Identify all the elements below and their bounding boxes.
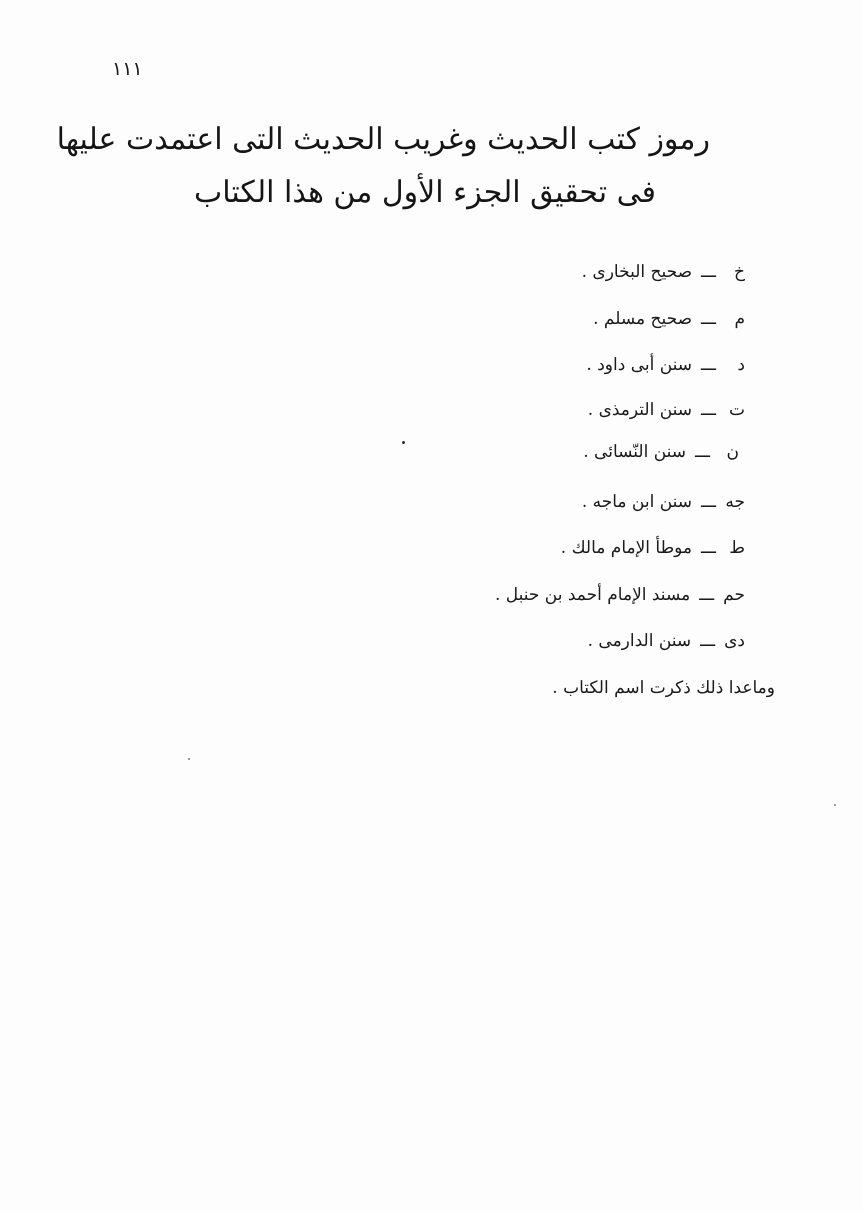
entry-dash: ـــ <box>695 442 710 462</box>
page-number: ١١١ <box>112 58 143 80</box>
closing-note: وماعدا ذلك ذكرت اسم الكتاب . <box>552 678 775 698</box>
entry-book-title: سنن الدارمى . <box>587 631 692 651</box>
entry-dash: ـــ <box>701 262 716 282</box>
entry-abbreviation: ت <box>728 400 745 420</box>
entry-dash: ـــ <box>701 355 716 375</box>
entry-abbreviation: خ <box>734 262 745 282</box>
scan-speck <box>188 758 190 760</box>
abbreviation-entry-nasai <box>583 444 739 461</box>
entry-book-title: سنن ابن ماجه . <box>581 492 693 512</box>
entry-abbreviation: د <box>737 355 745 375</box>
entry-book-title: مسند الإمام أحمد بن حنبل . <box>494 585 691 605</box>
entry-dash: ـــ <box>700 631 716 651</box>
abbreviation-entry-darimi <box>588 633 745 650</box>
scan-speck <box>402 441 405 444</box>
abbreviation-entry-malik <box>561 540 745 557</box>
entry-book-title: صحيح البخارى . <box>581 262 693 282</box>
entry-abbreviation: جه <box>725 492 745 512</box>
scan-speck <box>834 804 836 806</box>
page-title-line-1: رموز كتب الحديث وغريب الحديث التى اعتمدت عليها <box>56 122 710 157</box>
entry-dash: ـــ <box>701 400 716 420</box>
entry-abbreviation: ط <box>729 538 745 558</box>
entry-book-title: صحيح مسلم . <box>593 309 693 329</box>
entry-book-title: سنن أبى داود . <box>586 355 693 375</box>
page-title-line-2: فى تحقيق الجزء الأول من هذا الكتاب <box>193 175 657 210</box>
abbreviation-entry-tirmidhi <box>588 402 745 419</box>
entry-book-title: سنن النّسائى . <box>583 442 687 462</box>
entry-dash: ـــ <box>701 492 716 512</box>
entry-abbreviation: دى <box>724 631 745 651</box>
abbreviation-entry-ahmad <box>495 587 745 604</box>
entry-dash: ـــ <box>701 538 716 558</box>
abbreviation-entry-muslim <box>593 311 745 328</box>
entry-book-title: سنن الترمذى . <box>587 400 693 420</box>
abbreviation-entry-abu-dawud <box>586 357 745 374</box>
entry-book-title: موطأ الإمام مالك . <box>560 538 693 558</box>
entry-dash: ـــ <box>701 309 716 329</box>
entry-abbreviation: حم <box>723 585 745 605</box>
abbreviation-entry-bukhari <box>582 264 745 281</box>
entry-dash: ـــ <box>699 585 715 605</box>
abbreviation-entry-ibn-majah <box>582 494 745 511</box>
entry-abbreviation: م <box>734 309 745 329</box>
entry-abbreviation: ن <box>726 442 739 462</box>
